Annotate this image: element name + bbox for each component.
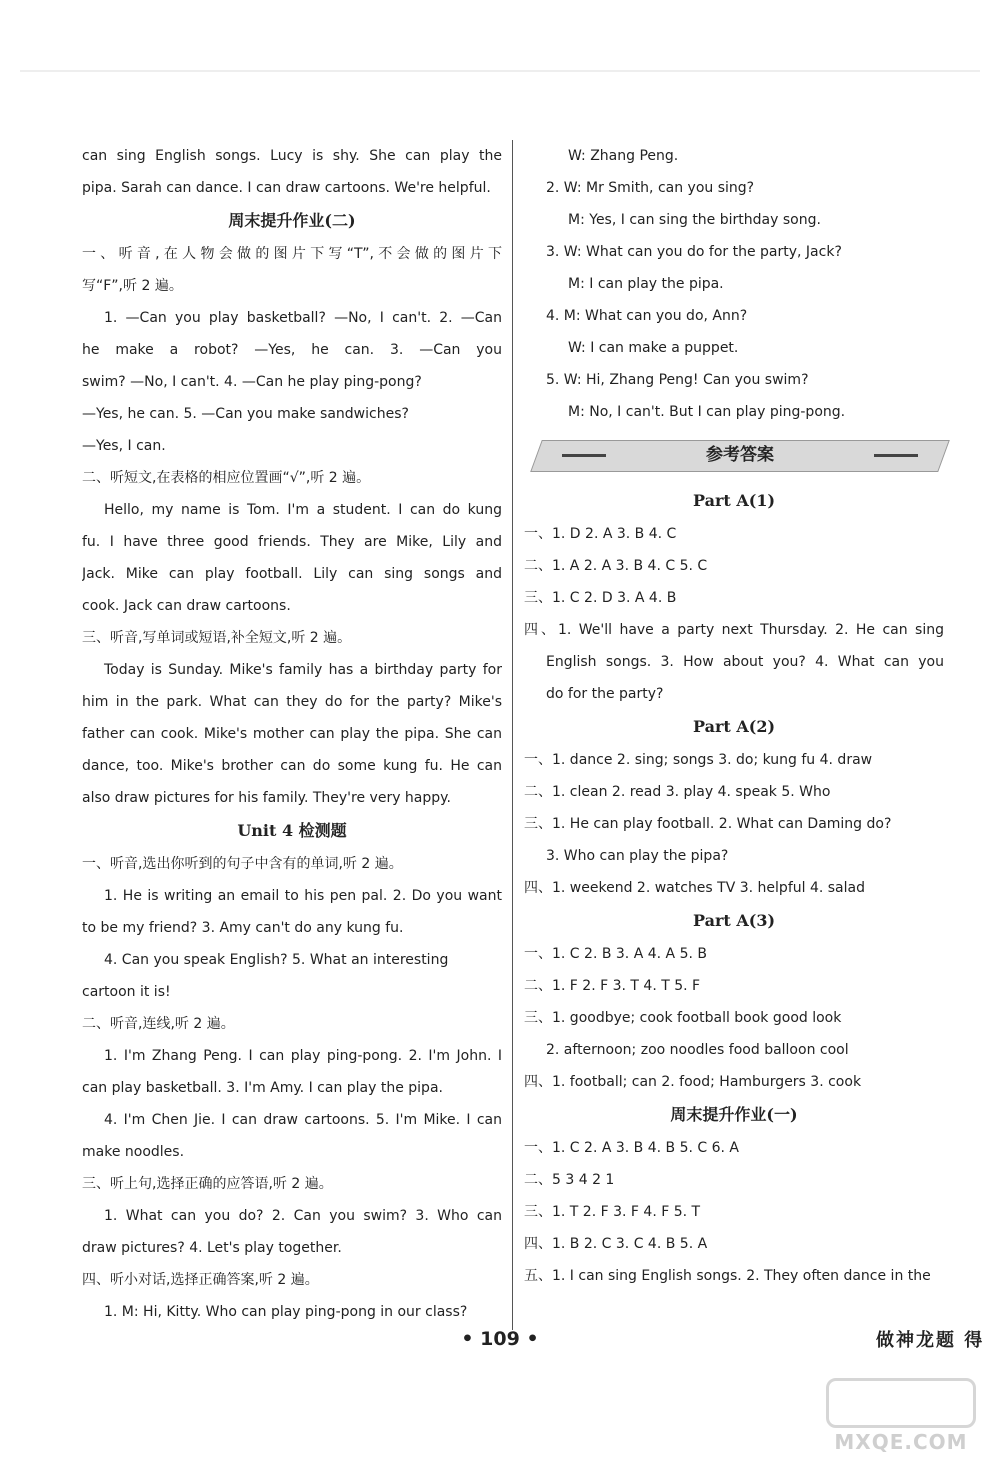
text-line: —Yes, he can. 5. —Can you make sandwiches?	[82, 406, 409, 422]
left-column	[82, 140, 502, 1328]
text-line: 二、听短文,在表格的相应位置画“√”,听 2 遍。	[82, 470, 371, 486]
text-line: cook. Jack can draw cartoons.	[82, 598, 291, 614]
text-line: dance, too. Mike's brother can do some kung fu. He can	[82, 758, 502, 774]
text-line: 五、1. I can sing English songs. 2. They often dance in the	[524, 1268, 931, 1284]
text-line: 三、1. C 2. D 3. A 4. B	[524, 590, 677, 606]
text-line: 一、1. dance 2. sing; songs 3. do; kung fu 4. draw	[524, 752, 873, 768]
text-line: 二、5 3 4 2 1	[524, 1172, 615, 1188]
section-heading: 周末提升作业(一)	[670, 1105, 798, 1124]
text-line: 二、1. A 2. A 3. B 4. C 5. C	[524, 558, 708, 574]
text-line: M: I can play the pipa.	[568, 276, 724, 292]
text-line: 三、1. T 2. F 3. F 4. F 5. T	[524, 1204, 701, 1220]
text-line: draw pictures? 4. Let's play together.	[82, 1240, 342, 1256]
text-line: 二、1. F 2. F 3. T 4. T 5. F	[524, 978, 701, 994]
section-heading: 周末提升作业(二)	[228, 211, 356, 230]
text-line: swim? —No, I can't. 4. —Can he play ping-pong?	[82, 374, 422, 390]
banner-label: 参考答案	[706, 445, 774, 465]
text-line: also draw pictures for his family. They're very happy.	[82, 790, 451, 806]
column-divider	[512, 140, 513, 1330]
text-line: him in the park. What can they do for the party? Mike's	[82, 694, 502, 710]
text-line: M: Yes, I can sing the birthday song.	[568, 212, 821, 228]
text-line: 1. —Can you play basketball? —No, I can't. 2. —Can	[104, 310, 502, 326]
scan-edge	[20, 70, 980, 72]
text-line: 四、听小对话,选择正确答案,听 2 遍。	[82, 1272, 319, 1288]
watermark-logo	[826, 1378, 976, 1456]
text-line: M: No, I can't. But I can play ping-pong.	[568, 404, 846, 420]
text-line: 一、1. D 2. A 3. B 4. C	[524, 526, 677, 542]
text-line: can sing English songs. Lucy is shy. She can play the	[82, 148, 502, 164]
text-line: 三、听上句,选择正确的应答语,听 2 遍。	[82, 1176, 333, 1192]
section-heading: Unit 4 检测题	[237, 821, 347, 840]
text-line: 5. W: Hi, Zhang Peng! Can you swim?	[546, 372, 809, 388]
text-line: W: I can make a puppet.	[568, 340, 739, 356]
text-line: 一、1. C 2. A 3. B 4. B 5. C 6. A	[524, 1140, 740, 1156]
text-line: 写“F”,听 2 遍。	[82, 278, 183, 294]
text-line: make noodles.	[82, 1144, 185, 1160]
text-line: W: Zhang Peng.	[568, 148, 679, 164]
text-line: 2. afternoon; zoo noodles food balloon cool	[546, 1042, 849, 1058]
text-line: 四、1. weekend 2. watches TV 3. helpful 4. salad	[524, 880, 865, 896]
watermark-badge-icon	[826, 1378, 976, 1428]
text-line: 4. Can you speak English? 5. What an interesting	[104, 952, 449, 968]
text-line: to be my friend? 3. Amy can't do any kung fu.	[82, 920, 404, 936]
text-line: 1. I'm Zhang Peng. I can play ping-pong. 2. I'm John. I	[104, 1048, 502, 1064]
text-line: 1. He is writing an email to his pen pal. 2. Do you want	[104, 888, 502, 904]
text-line: 4. I'm Chen Jie. I can draw cartoons. 5. I'm Mike. I can	[104, 1112, 502, 1128]
text-line: Hello, my name is Tom. I'm a student. I can do kung	[104, 502, 502, 518]
text-line: 二、1. clean 2. read 3. play 4. speak 5. Who	[524, 784, 831, 800]
text-line: he make a robot? —Yes, he can. 3. —Can you	[82, 342, 502, 358]
text-line: 3. W: What can you do for the party, Jack?	[546, 244, 842, 260]
text-line: —Yes, I can.	[82, 438, 166, 454]
answer-key-banner	[536, 434, 944, 478]
text-line: Jack. Mike can play football. Lily can sing songs and	[82, 566, 502, 582]
text-line: 三、1. He can play football. 2. What can Daming do?	[524, 816, 892, 832]
text-line: 三、1. goodbye; cook football book good look	[524, 1010, 842, 1026]
text-line: 三、听音,写单词或短语,补全短文,听 2 遍。	[82, 630, 352, 646]
text-line: Today is Sunday. Mike's family has a birthday party for	[104, 662, 502, 678]
section-heading: Part A(3)	[692, 911, 776, 930]
watermark-text: MXQE.COM	[834, 1430, 968, 1454]
text-line: 1. M: Hi, Kitty. Who can play ping-pong in our class?	[104, 1304, 468, 1320]
text-line: English songs. 3. How about you? 4. What can you	[546, 654, 944, 670]
text-line: cartoon it is!	[82, 984, 171, 1000]
text-line: 1. What can you do? 2. Can you swim? 3. Who can	[104, 1208, 502, 1224]
text-line: 3. Who can play the pipa?	[546, 848, 729, 864]
text-line: 2. W: Mr Smith, can you sing?	[546, 180, 755, 196]
page-number: • 109 •	[461, 1328, 539, 1350]
text-line: 四、1. B 2. C 3. C 4. B 5. A	[524, 1236, 708, 1252]
text-line: father can cook. Mike's mother can play the pipa. She can	[82, 726, 502, 742]
text-line: 4. M: What can you do, Ann?	[546, 308, 748, 324]
text-line: 四、1. football; can 2. food; Hamburgers 3. cook	[524, 1074, 862, 1090]
text-line: 一、听音,选出你听到的句子中含有的单词,听 2 遍。	[82, 856, 403, 872]
text-line: fu. I have three good friends. They are Mike, Lily and	[82, 534, 502, 550]
brand-slogan: 做神龙题 得	[876, 1330, 985, 1351]
text-line: 一、听音,在人物会做的图片下写“T”,不会做的图片下	[82, 246, 502, 262]
section-heading: Part A(1)	[692, 491, 776, 510]
right-column	[524, 140, 944, 1292]
text-line: 四、1. We'll have a party next Thursday. 2. He can sing	[524, 622, 944, 638]
text-line: can play basketball. 3. I'm Amy. I can play the pipa.	[82, 1080, 443, 1096]
text-line: pipa. Sarah can dance. I can draw cartoons. We're helpful.	[82, 180, 491, 196]
text-line: 二、听音,连线,听 2 遍。	[82, 1016, 235, 1032]
text-line: 一、1. C 2. B 3. A 4. A 5. B	[524, 946, 707, 962]
section-heading: Part A(2)	[692, 717, 776, 736]
text-line: do for the party?	[546, 686, 664, 702]
